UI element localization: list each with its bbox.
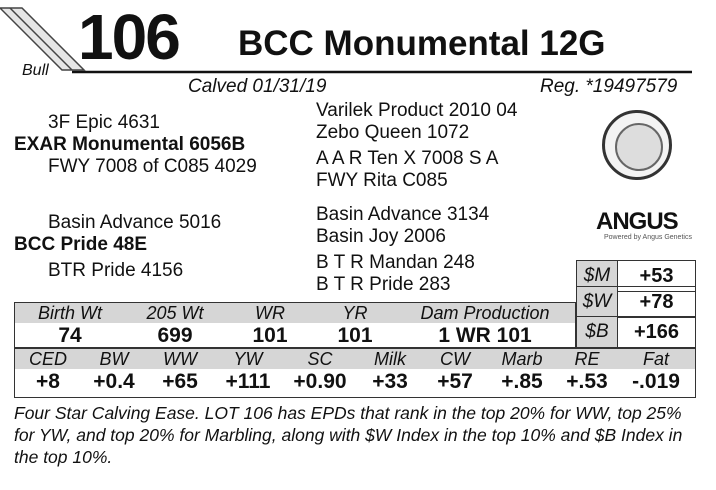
sire-dam-dam: FWY Rita C085	[316, 170, 448, 191]
epd-value: +0.90	[293, 370, 347, 393]
epd-header: SC	[307, 349, 333, 369]
epd-table	[14, 348, 696, 398]
dam-sire-dam: Basin Joy 2006	[316, 226, 446, 247]
angus-logo-subtitle: Powered by Angus Genetics	[604, 234, 692, 241]
perf-value: 74	[58, 324, 82, 347]
epd-header: YW	[233, 349, 263, 369]
perf-header: WR	[255, 303, 285, 323]
epd-header: WW	[163, 349, 197, 369]
epd-value: +65	[162, 370, 198, 393]
index-label: $B	[577, 317, 617, 347]
index-label: $W	[577, 287, 617, 317]
epd-header: RE	[574, 349, 600, 369]
calved-date: Calved 01/31/19	[188, 76, 327, 97]
dam-name: BCC Pride 48E	[14, 234, 148, 255]
dam-dam: BTR Pride 4156	[48, 260, 184, 281]
dam-sire-sire: Basin Advance 3134	[316, 204, 490, 225]
epd-header: Marb	[501, 349, 543, 369]
epd-header: CW	[440, 349, 470, 369]
epd-value: +.53	[566, 370, 608, 393]
lot-number: 106	[78, 1, 179, 73]
epd-value: +0.4	[93, 370, 135, 393]
sire-sire: 3F Epic 4631	[48, 112, 160, 133]
perf-value: 101	[337, 324, 373, 347]
performance-table	[14, 302, 576, 348]
dam-dam-dam: B T R Pride 283	[316, 274, 451, 295]
epd-header: Milk	[374, 349, 406, 369]
sire-sire-sire: Varilek Product 2010 04	[316, 100, 518, 121]
index-label: $M	[577, 261, 617, 291]
epd-header: CED	[28, 349, 67, 369]
association-seal-logo	[602, 110, 672, 180]
lot-comment: Four Star Calving Ease. LOT 106 has EPDs that rank in the top 20% for WW, top 25% for YW, and top 20% for Marbling, along with $W Index in the top 10% and $B Index in the top 10%.	[14, 403, 683, 467]
perf-value: 101	[252, 324, 288, 347]
bull-label: Bull	[22, 62, 49, 79]
sire-name: EXAR Monumental 6056B	[14, 134, 246, 155]
epd-header: BW	[99, 349, 129, 369]
index-row-b	[576, 316, 696, 348]
perf-value: 699	[157, 324, 193, 347]
epd-value: +8	[36, 370, 60, 393]
registration-number: Reg. *19497579	[540, 76, 678, 97]
index-value: +53	[617, 261, 695, 291]
perf-header: Dam Production	[420, 303, 550, 323]
index-value: +166	[617, 317, 695, 347]
perf-header: Birth Wt	[37, 303, 102, 323]
epd-value: +111	[225, 370, 271, 393]
index-value: +78	[617, 287, 695, 317]
epd-value: +.85	[501, 370, 543, 393]
index-row-w	[576, 286, 696, 318]
angus-logo: ANGUS	[596, 208, 678, 235]
epd-header: Fat	[642, 349, 669, 369]
sire-dam: FWY 7008 of C085 4029	[48, 156, 257, 177]
perf-header: YR	[342, 303, 368, 323]
dam-sire: Basin Advance 5016	[48, 212, 222, 233]
dam-dam-sire: B T R Mandan 248	[316, 252, 475, 273]
sire-sire-dam: Zebo Queen 1072	[316, 122, 470, 143]
sire-dam-sire: A A R Ten X 7008 S A	[316, 148, 499, 169]
animal-name: BCC Monumental 12G	[238, 24, 606, 63]
epd-value: -.019	[632, 370, 680, 393]
epd-value: +33	[372, 370, 408, 393]
perf-header: 205 Wt	[146, 303, 204, 323]
perf-value: 1 WR 101	[438, 324, 532, 347]
epd-value: +57	[437, 370, 473, 393]
